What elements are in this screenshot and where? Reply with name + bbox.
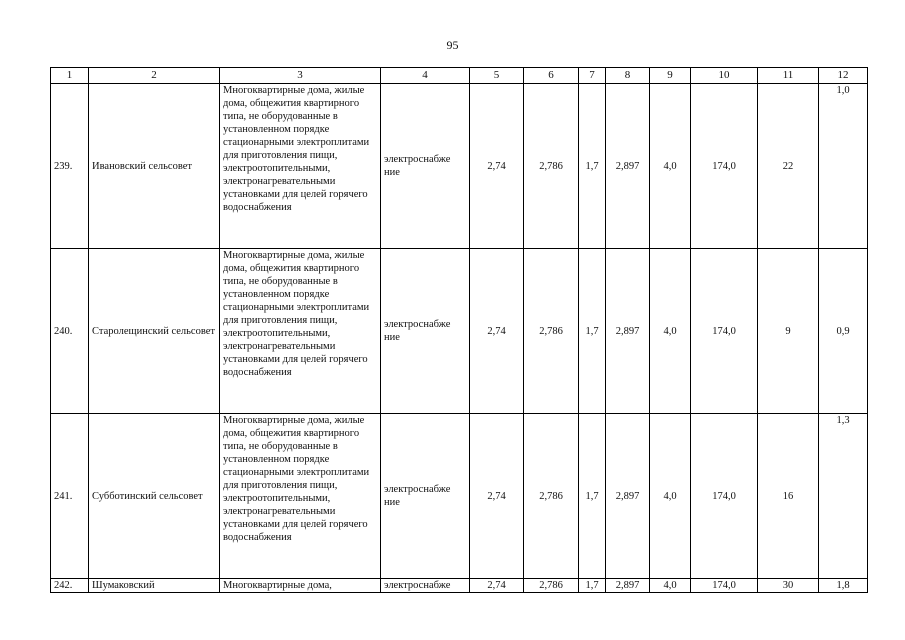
col-header-6: 6 xyxy=(524,68,579,84)
cell-col-10: 174,0 xyxy=(691,249,758,414)
cell-col-10: 174,0 xyxy=(691,579,758,593)
cell-col-9: 4,0 xyxy=(650,579,691,593)
col-header-10: 10 xyxy=(691,68,758,84)
col-header-4: 4 xyxy=(381,68,470,84)
cell-col-9: 4,0 xyxy=(650,414,691,579)
col-header-12: 12 xyxy=(819,68,868,84)
cell-col-5: 2,74 xyxy=(470,579,524,593)
housing-description: Многоквартирные дома, жилые дома, общежития квартирного типа, не оборудованные в установленном порядке стационарными электроплитами для приготовления пищи, электроотопительными, электронагревательными установками для целей горячего водоснабжения xyxy=(220,249,381,414)
col-header-3: 3 xyxy=(220,68,381,84)
row-number: 239. xyxy=(51,84,89,249)
cell-col-12: 1,8 xyxy=(819,579,868,593)
col-header-7: 7 xyxy=(579,68,606,84)
cell-col-6: 2,786 xyxy=(524,84,579,249)
tariff-table xyxy=(50,67,868,593)
row-number: 241. xyxy=(51,414,89,579)
cell-col-9: 4,0 xyxy=(650,84,691,249)
housing-description: Многоквартирные дома, жилые дома, общежития квартирного типа, не оборудованные в установленном порядке стационарными электроплитами для приготовления пищи, электроотопительными, электронагревательными установками для целей горячего водоснабжения xyxy=(220,84,381,249)
cell-col-12: 1,0 xyxy=(819,84,868,249)
housing-description: Многоквартирные дома, жилые дома, общежития квартирного типа, не оборудованные в установленном порядке стационарными электроплитами для приготовления пищи, электроотопительными, электронагревательными установками для целей горячего водоснабжения xyxy=(220,414,381,579)
page-number: 95 xyxy=(446,38,459,52)
col-header-5: 5 xyxy=(470,68,524,84)
cell-col-7: 1,7 xyxy=(579,414,606,579)
cell-col-7: 1,7 xyxy=(579,84,606,249)
housing-description: Многоквартирные дома, xyxy=(220,579,381,593)
table-row xyxy=(51,249,868,414)
settlement-name: Ивановский сельсовет xyxy=(89,84,220,249)
cell-col-5: 2,74 xyxy=(470,249,524,414)
cell-col-6: 2,786 xyxy=(524,579,579,593)
header-row xyxy=(51,68,868,84)
row-number: 242. xyxy=(51,579,89,593)
cell-col-6: 2,786 xyxy=(524,249,579,414)
col-header-2: 2 xyxy=(89,68,220,84)
service-type: электроснабже ние xyxy=(381,414,470,579)
table-row xyxy=(51,414,868,579)
col-header-9: 9 xyxy=(650,68,691,84)
cell-col-6: 2,786 xyxy=(524,414,579,579)
cell-col-5: 2,74 xyxy=(470,414,524,579)
cell-col-11: 30 xyxy=(758,579,819,593)
cell-col-10: 174,0 xyxy=(691,414,758,579)
cell-col-10: 174,0 xyxy=(691,84,758,249)
col-header-11: 11 xyxy=(758,68,819,84)
service-type: электроснабже ние xyxy=(381,84,470,249)
cell-col-11: 16 xyxy=(758,414,819,579)
cell-col-11: 9 xyxy=(758,249,819,414)
service-type: электроснабже ние xyxy=(381,249,470,414)
cell-col-8: 2,897 xyxy=(606,249,650,414)
settlement-name: Субботинский сельсовет xyxy=(89,414,220,579)
cell-col-8: 2,897 xyxy=(606,579,650,593)
settlement-name: Шумаковский xyxy=(89,579,220,593)
cell-col-12: 0,9 xyxy=(819,249,868,414)
cell-col-8: 2,897 xyxy=(606,414,650,579)
cell-col-9: 4,0 xyxy=(650,249,691,414)
cell-col-8: 2,897 xyxy=(606,84,650,249)
cell-col-11: 22 xyxy=(758,84,819,249)
col-header-8: 8 xyxy=(606,68,650,84)
cell-col-7: 1,7 xyxy=(579,579,606,593)
row-number: 240. xyxy=(51,249,89,414)
service-type: электроснабже xyxy=(381,579,470,593)
settlement-name: Старолещинский сельсовет xyxy=(89,249,220,414)
cell-col-7: 1,7 xyxy=(579,249,606,414)
cell-col-12: 1,3 xyxy=(819,414,868,579)
col-header-1: 1 xyxy=(51,68,89,84)
cell-col-5: 2,74 xyxy=(470,84,524,249)
table-row xyxy=(51,579,868,593)
table-row xyxy=(51,84,868,249)
